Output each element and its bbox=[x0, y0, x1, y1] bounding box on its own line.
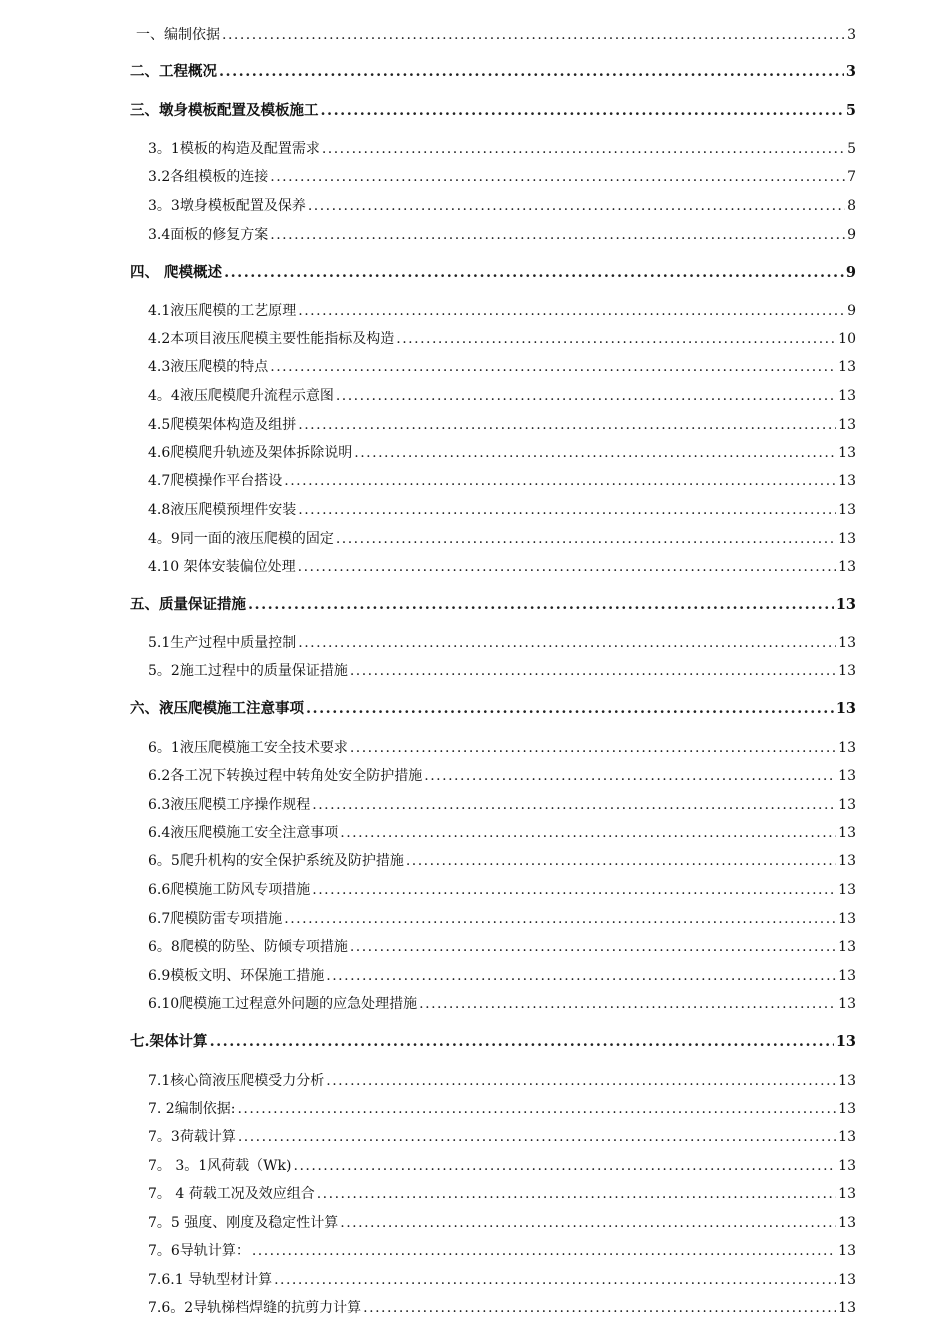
toc-leader-dots bbox=[237, 1100, 836, 1118]
toc-entry-page: 5 bbox=[845, 102, 856, 119]
toc-entry-page: 13 bbox=[838, 968, 856, 984]
toc-entry-page: 13 bbox=[838, 996, 856, 1012]
toc-entry-page: 9 bbox=[845, 264, 856, 281]
toc-leader-dots bbox=[298, 302, 845, 320]
toc-leader-dots bbox=[340, 1214, 836, 1232]
toc-entry-title: 4.2本项目液压爬模主要性能指标及构造 bbox=[148, 331, 395, 347]
toc-entry-page: 9 bbox=[847, 227, 856, 243]
toc-entry-title: 5。2施工过程中的质量保证措施 bbox=[148, 663, 348, 679]
toc-leader-dots bbox=[317, 1185, 836, 1203]
toc-entry[interactable] bbox=[130, 63, 856, 81]
toc-entry-page: 13 bbox=[835, 1033, 856, 1050]
toc-leader-dots bbox=[298, 416, 836, 434]
toc-entry[interactable] bbox=[148, 501, 856, 519]
toc-entry[interactable] bbox=[148, 881, 856, 899]
toc-entry-title: 7。3荷载计算 bbox=[148, 1129, 236, 1145]
toc-entry[interactable] bbox=[130, 264, 856, 282]
toc-entry-page: 8 bbox=[847, 198, 856, 214]
toc-entry-title: 4.10 架体安装偏位处理 bbox=[148, 559, 296, 575]
toc-entry-title: 6.3液压爬模工序操作规程 bbox=[148, 797, 311, 813]
toc-entry-title: 4.3液压爬模的特点 bbox=[148, 359, 269, 375]
toc-entry-page: 13 bbox=[838, 740, 856, 756]
toc-entry-title: 四、 爬模概述 bbox=[130, 264, 223, 281]
toc-entry-page: 13 bbox=[838, 1215, 856, 1231]
toc-entry-page: 13 bbox=[838, 1272, 856, 1288]
toc-leader-dots bbox=[270, 226, 845, 244]
toc-entry-title: 7. 2编制依据: bbox=[148, 1101, 236, 1117]
toc-leader-dots bbox=[336, 530, 836, 548]
toc-entry[interactable] bbox=[148, 1242, 856, 1260]
toc-leader-dots bbox=[312, 881, 836, 899]
toc-entry-page: 13 bbox=[838, 1073, 856, 1089]
toc-entry-page: 13 bbox=[835, 596, 856, 613]
toc-entry[interactable] bbox=[148, 938, 856, 956]
toc-entry-page: 13 bbox=[838, 853, 856, 869]
toc-entry-title: 6。8爬模的防坠、防倾专项措施 bbox=[148, 939, 348, 955]
toc-entry-page: 13 bbox=[838, 1186, 856, 1202]
toc-entry-page: 13 bbox=[838, 417, 856, 433]
toc-leader-dots bbox=[406, 852, 836, 870]
toc-leader-dots bbox=[350, 739, 836, 757]
toc-entry[interactable] bbox=[148, 995, 856, 1013]
toc-entry-title: 6.9模板文明、环保施工措施 bbox=[148, 968, 325, 984]
toc-entry-page: 13 bbox=[838, 559, 856, 575]
toc-entry[interactable] bbox=[148, 1072, 856, 1090]
toc-leader-dots bbox=[396, 330, 836, 348]
toc-entry-title: 3。3墩身模板配置及保养 bbox=[148, 198, 306, 214]
toc-entry-title: 4.7爬模操作平台搭设 bbox=[148, 473, 283, 489]
toc-entry-page: 13 bbox=[838, 939, 856, 955]
toc-entry-page: 13 bbox=[838, 1300, 856, 1316]
toc-entry[interactable] bbox=[136, 26, 856, 44]
toc-entry-page: 13 bbox=[838, 473, 856, 489]
toc-leader-dots bbox=[321, 102, 844, 120]
toc-entry-page: 13 bbox=[838, 359, 856, 375]
toc-entry-page: 13 bbox=[838, 502, 856, 518]
toc-entry-title: 6.7爬模防雷专项措施 bbox=[148, 911, 283, 927]
toc-leader-dots bbox=[219, 63, 844, 81]
toc-entry[interactable] bbox=[148, 387, 856, 405]
toc-entry[interactable] bbox=[148, 558, 856, 576]
toc-leader-dots bbox=[270, 358, 836, 376]
toc-entry[interactable] bbox=[148, 1157, 856, 1175]
toc-entry-page: 13 bbox=[838, 882, 856, 898]
toc-entry-page: 13 bbox=[838, 445, 856, 461]
toc-entry-title: 3.2各组模板的连接 bbox=[148, 169, 269, 185]
toc-entry-page: 13 bbox=[838, 768, 856, 784]
toc-leader-dots bbox=[354, 444, 836, 462]
toc-entry-page: 3 bbox=[845, 63, 856, 80]
toc-leader-dots bbox=[284, 472, 836, 490]
toc-leader-dots bbox=[326, 967, 836, 985]
toc-entry[interactable] bbox=[148, 530, 856, 548]
toc-entry-title: 六、液压爬模施工注意事项 bbox=[130, 700, 304, 717]
toc-entry-title: 4.8液压爬模预埋件安装 bbox=[148, 502, 297, 518]
toc-entry-title: 7。6导轨计算： bbox=[148, 1243, 250, 1259]
toc-entry-title: 7.6.1 导轨型材计算 bbox=[148, 1272, 273, 1288]
toc-entry[interactable] bbox=[148, 444, 856, 462]
toc-entry-title: 7。 3。1风荷载（Wk) bbox=[148, 1158, 292, 1174]
toc-entry-title: 6。1液压爬模施工安全技术要求 bbox=[148, 740, 348, 756]
toc-leader-dots bbox=[350, 662, 836, 680]
toc-entry[interactable] bbox=[148, 634, 856, 652]
toc-leader-dots bbox=[322, 140, 845, 158]
toc-leader-dots bbox=[298, 501, 836, 519]
toc-leader-dots bbox=[424, 767, 836, 785]
toc-entry-title: 7。 4 荷载工况及效应组合 bbox=[148, 1186, 315, 1202]
toc-entry[interactable] bbox=[148, 739, 856, 757]
toc-entry-title: 3。1模板的构造及配置需求 bbox=[148, 141, 320, 157]
toc-entry-page: 13 bbox=[838, 797, 856, 813]
toc-entry-page: 13 bbox=[838, 1101, 856, 1117]
toc-leader-dots bbox=[222, 26, 845, 44]
toc-entry[interactable] bbox=[148, 967, 856, 985]
toc-entry[interactable] bbox=[148, 796, 856, 814]
toc-entry-title: 6.4液压爬模施工安全注意事项 bbox=[148, 825, 339, 841]
toc-leader-dots bbox=[284, 910, 836, 928]
toc-leader-dots bbox=[312, 796, 836, 814]
toc-entry[interactable] bbox=[148, 852, 856, 870]
toc-leader-dots bbox=[238, 1128, 836, 1146]
toc-entry-page: 3 bbox=[847, 27, 856, 43]
toc-entry[interactable] bbox=[148, 1128, 856, 1146]
toc-entry-page: 13 bbox=[838, 825, 856, 841]
toc-entry-title: 4。4液压爬模爬升流程示意图 bbox=[148, 388, 334, 404]
toc-leader-dots bbox=[363, 1299, 836, 1317]
toc-entry[interactable] bbox=[148, 140, 856, 158]
toc-entry[interactable] bbox=[148, 767, 856, 785]
toc-leader-dots bbox=[270, 168, 845, 186]
toc-entry[interactable] bbox=[148, 416, 856, 434]
toc-entry-page: 10 bbox=[838, 331, 856, 347]
toc-entry[interactable] bbox=[148, 1271, 856, 1289]
toc-leader-dots bbox=[294, 1157, 837, 1175]
toc-entry-title: 3.4面板的修复方案 bbox=[148, 227, 269, 243]
toc-entry[interactable] bbox=[130, 596, 856, 614]
toc-entry[interactable] bbox=[148, 824, 856, 842]
toc-entry-page: 5 bbox=[847, 141, 856, 157]
toc-entry[interactable] bbox=[148, 472, 856, 490]
toc-leader-dots bbox=[306, 700, 834, 718]
toc-entry-title: 七.架体计算 bbox=[130, 1033, 208, 1050]
toc-leader-dots bbox=[326, 1072, 836, 1090]
toc-entry-page: 13 bbox=[835, 700, 856, 717]
toc-entry[interactable] bbox=[130, 102, 856, 120]
toc-entry-page: 13 bbox=[838, 1243, 856, 1259]
toc-entry[interactable] bbox=[148, 1100, 856, 1118]
toc-entry-page: 13 bbox=[838, 911, 856, 927]
toc-entry-title: 4.1液压爬模的工艺原理 bbox=[148, 303, 297, 319]
toc-entry-page: 7 bbox=[847, 169, 856, 185]
toc-entry-page: 13 bbox=[838, 663, 856, 679]
toc-entry-title: 7.1核心筒液压爬模受力分析 bbox=[148, 1073, 325, 1089]
toc-leader-dots bbox=[248, 596, 834, 614]
toc-entry-title: 二、工程概况 bbox=[130, 63, 217, 80]
toc-entry[interactable] bbox=[148, 358, 856, 376]
toc-leader-dots bbox=[252, 1242, 836, 1260]
toc-entry-page: 13 bbox=[838, 388, 856, 404]
toc-entry-page: 13 bbox=[838, 531, 856, 547]
toc-entry-title: 6。5爬升机构的安全保护系统及防护措施 bbox=[148, 853, 404, 869]
toc-leader-dots bbox=[298, 558, 837, 576]
toc-entry[interactable] bbox=[148, 330, 856, 348]
toc-entry-page: 13 bbox=[838, 635, 856, 651]
toc-entry-title: 4.5爬模架体构造及组拼 bbox=[148, 417, 297, 433]
toc-entry-title: 五、质量保证措施 bbox=[130, 596, 246, 613]
toc-leader-dots bbox=[308, 197, 845, 215]
toc-entry-title: 三、墩身模板配置及模板施工 bbox=[130, 102, 319, 119]
toc-entry-title: 4.6爬模爬升轨迹及架体拆除说明 bbox=[148, 445, 353, 461]
toc-entry-title: 6.10爬模施工过程意外问题的应急处理措施 bbox=[148, 996, 418, 1012]
toc-entry[interactable] bbox=[148, 302, 856, 320]
toc-entry-page: 13 bbox=[838, 1158, 856, 1174]
toc-entry-title: 7。5 强度、刚度及稳定性计算 bbox=[148, 1215, 339, 1231]
toc-entry[interactable] bbox=[148, 226, 856, 244]
toc-entry-title: 一、编制依据 bbox=[136, 27, 220, 43]
toc-entry[interactable] bbox=[148, 1185, 856, 1203]
toc-entry[interactable] bbox=[148, 662, 856, 680]
toc-leader-dots bbox=[274, 1271, 836, 1289]
toc-entry[interactable] bbox=[130, 700, 856, 718]
toc-leader-dots bbox=[336, 387, 836, 405]
toc-entry-title: 5.1生产过程中质量控制 bbox=[148, 635, 297, 651]
toc-entry[interactable] bbox=[148, 1299, 856, 1317]
toc-leader-dots bbox=[340, 824, 836, 842]
toc-entry[interactable] bbox=[130, 1033, 856, 1051]
toc-leader-dots bbox=[210, 1033, 834, 1051]
toc-entry-title: 6.2各工况下转换过程中转角处安全防护措施 bbox=[148, 768, 423, 784]
toc-entry[interactable] bbox=[148, 1214, 856, 1232]
toc-entry[interactable] bbox=[148, 910, 856, 928]
toc-entry[interactable] bbox=[148, 168, 856, 186]
toc-entry-title: 4。9同一面的液压爬模的固定 bbox=[148, 531, 334, 547]
toc-entry-page: 9 bbox=[847, 303, 856, 319]
toc-leader-dots bbox=[419, 995, 836, 1013]
toc-entry[interactable] bbox=[148, 197, 856, 215]
toc-entry-title: 7.6。2导轨梯档焊缝的抗剪力计算 bbox=[148, 1300, 362, 1316]
toc-entry-page: 13 bbox=[838, 1129, 856, 1145]
toc-leader-dots bbox=[298, 634, 836, 652]
toc-leader-dots bbox=[224, 264, 844, 282]
toc-leader-dots bbox=[350, 938, 836, 956]
toc-entry-title: 6.6爬模施工防风专项措施 bbox=[148, 882, 311, 898]
